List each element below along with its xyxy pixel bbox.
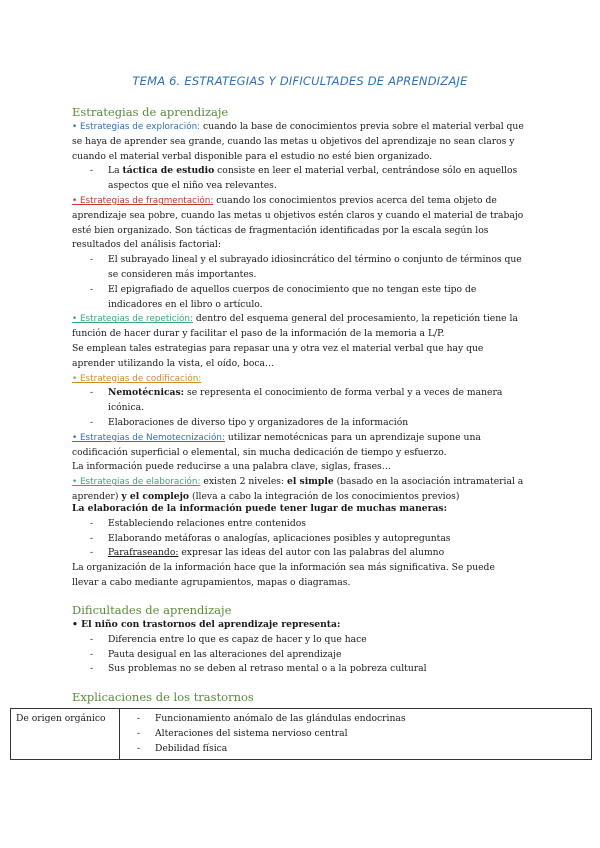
list-item: - La táctica de estudio consiste en leer el material verbal, centrándose sólo en aquellos aspectos que el niño vea relevantes. bbox=[90, 164, 524, 194]
list-item: - Estableciendo relaciones entre contenidos bbox=[90, 517, 524, 532]
list-item: - Debilidad física bbox=[137, 742, 586, 757]
fragmentation-label: • Estrategias de fragmentación: bbox=[72, 195, 214, 206]
section-explanations bbox=[72, 689, 524, 705]
list-item: - Alteraciones del sistema nervioso central bbox=[137, 727, 586, 742]
explanations-table bbox=[10, 708, 592, 760]
list-item: - El subrayado lineal y el subrayado idiosincrático del término o conjunto de términos que se consideren más importantes. bbox=[90, 253, 524, 283]
exploration-paragraph: • Estrategias de exploración: cuando la base de conocimientos previa sobre el material verbal que se haya de aprender sea grande, cuando las metas u objetivos del aprendizaje no sean claros y cuando el material verbal disponible para el estudio no esté bien organizado. bbox=[72, 121, 524, 162]
repetition-paragraph: • Estrategias de repetición: dentro del esquema general del procesamiento, la repetición tiene la función de hacer durar y facilitar el paso de la información de la memoria a L/P. bbox=[72, 313, 518, 340]
codification-paragraph bbox=[72, 372, 524, 387]
page-title: TEMA 6. ESTRATEGIAS Y DIFICULTADES DE APRENDIZAJE bbox=[132, 74, 468, 88]
list-item: - Pauta desigual en las alteraciones del aprendizaje bbox=[90, 648, 524, 663]
fragmentation-list bbox=[72, 253, 524, 312]
nemotecnization-paragraph: • Estrategias de Nemotecnización: utilizar nemotécnicas para un aprendizaje supone una codificación superficial o elemental, sin mucha dedicación de tiempo y esfuerzo. bbox=[72, 431, 481, 458]
exploration-list bbox=[72, 164, 524, 194]
codification-label: • Estrategias de codificación: bbox=[72, 373, 202, 384]
exploration-label: • Estrategias de exploración: bbox=[72, 122, 201, 132]
nemotecnization-paragraph-2: La información puede reducirse a una palabra clave, siglas, frases… bbox=[72, 461, 391, 473]
table-cell-label: De origen orgánico bbox=[11, 709, 120, 760]
list-item: - Funcionamiento anómalo de las glándulas endocrinas bbox=[137, 712, 586, 727]
nemotecnization-label: • Estrategias de Nemotecnización: bbox=[72, 432, 225, 443]
elaboration-intro: La elaboración de la información puede tener lugar de muchas maneras: bbox=[72, 503, 447, 514]
repetition-paragraph-2: Se emplean tales estrategias para repasar una y otra vez el material verbal que hay que aprender utilizando la vista, el oído, boca… bbox=[72, 342, 484, 369]
list-item: - Nemotécnicas: se representa el conocimiento de forma verbal y a veces de manera icónica. bbox=[90, 386, 524, 416]
list-item: - Parafraseando: expresar las ideas del autor con las palabras del alumno bbox=[90, 546, 524, 561]
codification-list bbox=[72, 386, 524, 430]
list-item: - Elaboraciones de diverso tipo y organizadores de la información bbox=[90, 416, 524, 431]
section-strategies bbox=[72, 104, 524, 505]
section-heading: Explicaciones de los trastornos bbox=[72, 690, 254, 704]
list-item: - Elaborando metáforas o analogías, aplicaciones posibles y autopreguntas bbox=[90, 532, 524, 547]
elaboration-paragraph: • Estrategias de elaboración: existen 2 niveles: el simple (basado en la asociación intramaterial a aprender) y el complejo (lleva a cabo la integración de los conocimientos previos) bbox=[72, 476, 524, 502]
list-item: - Diferencia entre lo que es capaz de hacer y lo que hace bbox=[90, 633, 524, 648]
elaboration-list bbox=[72, 517, 524, 561]
elaboration-label: • Estrategias de elaboración: bbox=[72, 477, 201, 488]
section-difficulties bbox=[72, 602, 524, 677]
difficulties-intro: • El niño con trastornos del aprendizaje representa: bbox=[72, 619, 341, 630]
table-cell-items bbox=[120, 709, 592, 760]
fragmentation-paragraph: • Estrategias de fragmentación: cuando los conocimientos previos acerca del tema objeto de aprendizaje sea pobre, cuando las metas u objetivos estén claros y cuando el material de trabajo esté bien organizado. Son tácticas de fragmentación identificadas por la escala según los resultados del análisis factorial: bbox=[72, 194, 524, 251]
section-heading: Estrategias de aprendizaje bbox=[72, 105, 229, 119]
table-row bbox=[11, 709, 592, 760]
organization-paragraph: La organización de la información hace que la información sea más significativa. Se puede llevar a cabo mediante agrupamientos, mapas o diagramas. bbox=[72, 562, 495, 588]
difficulties-list bbox=[72, 633, 524, 677]
repetition-label: • Estrategias de repetición: bbox=[72, 314, 193, 325]
section-elaboration bbox=[72, 502, 524, 591]
section-heading: Dificultades de aprendizaje bbox=[72, 603, 232, 617]
list-item: - Sus problemas no se deben al retraso mental o a la pobreza cultural bbox=[90, 662, 524, 677]
list-item: - El epigrafiado de aquellos cuerpos de conocimiento que no tengan este tipo de indicadores en el libro o artículo. bbox=[90, 283, 524, 313]
